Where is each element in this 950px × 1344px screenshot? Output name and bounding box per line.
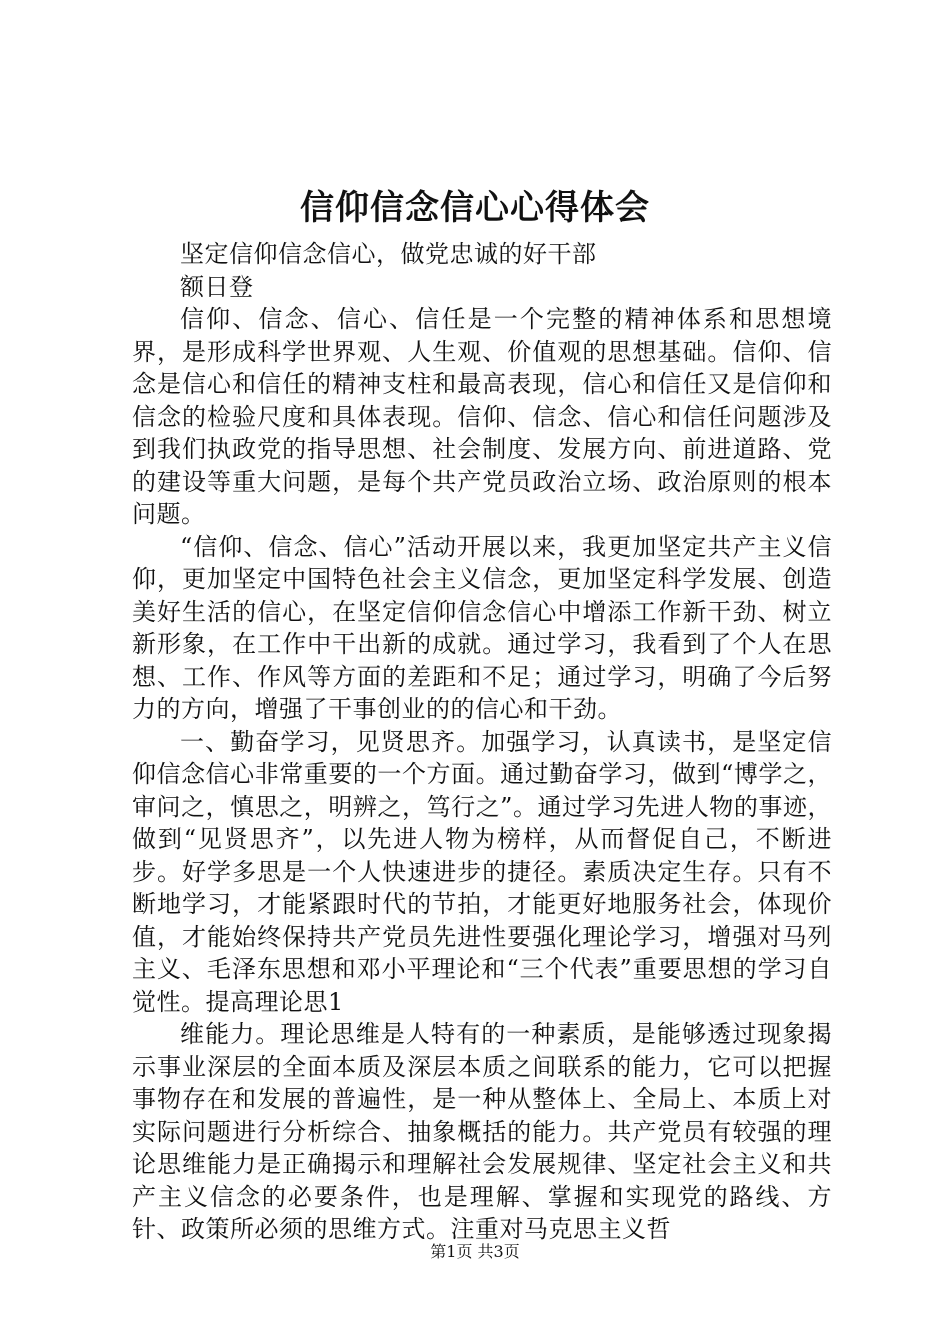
author-line: 额日登 xyxy=(180,272,254,301)
body-paragraph: 一、勤奋学习，见贤思齐。加强学习，认真读书，是坚定信仰信念信心非常重要的一个方面。通过勤奋学习，做到“博学之，审问之，慎思之，明辨之，笃行之”。通过学习先进人物的事迹，做到“见贤思齐”，以先进人物为榜样，从而督促自己，不断进步。好学多思是一个人快速进步的捷径。素质决定生存。只有不断地学习，才能紧跟时代的节拍，才能更好地服务社会，体现价值，才能始终保持共产党员先进性要强化理论学习，增强对马列主义、毛泽东思想和邓小平理论和“三个代表”重要思想的学习自觉性。提高理论思1 xyxy=(132,727,832,1016)
body-paragraph: 信仰、信念、信心、信任是一个完整的精神体系和思想境界，是形成科学世界观、人生观、价值观的思想基础。信仰、信念是信心和信任的精神支柱和最高表现，信心和信任又是信仰和信念的检验尺度和具体表现。信仰、信念、信心和信任问题涉及到我们执政党的指导思想、社会制度、发展方向、前进道路、党的建设等重大问题，是每个共产党员政治立场、政治原则的根本问题。 xyxy=(132,305,832,528)
body-paragraph: “信仰、信念、信心”活动开展以来，我更加坚定共产主义信仰，更加坚定中国特色社会主义信念，更加坚定科学发展、创造美好生活的信心，在坚定信仰信念信心中增添工作新干劲、树立新形象，在工作中干出新的成就。通过学习，我看到了个人在思想、工作、作风等方面的差距和不足；通过学习，明确了今后努力的方向，增强了干事创业的的信心和干劲。 xyxy=(132,532,832,723)
document-body xyxy=(132,238,832,1246)
subtitle-line: 坚定信仰信念信心，做党忠诚的好干部 xyxy=(180,240,597,268)
document-title: 信仰信念信心心得体会 xyxy=(300,188,650,228)
page-footer: 第1页 共3页 xyxy=(430,1242,520,1261)
body-paragraph: 维能力。理论思维是人特有的一种素质，是能够透过现象揭示事业深层的全面本质及深层本质之间联系的能力，它可以把握事物存在和发展的普遍性，是一种从整体上、全局上、本质上对实际问题进行分析综合、抽象概括的能力。共产党员有较强的理论思维能力是正确揭示和理解社会发展规律、坚定社会主义和共产主义信念的必要条件，也是理解、掌握和实现党的路线、方针、政策所必须的思维方式。注重对马克思主义哲 xyxy=(132,1020,832,1243)
